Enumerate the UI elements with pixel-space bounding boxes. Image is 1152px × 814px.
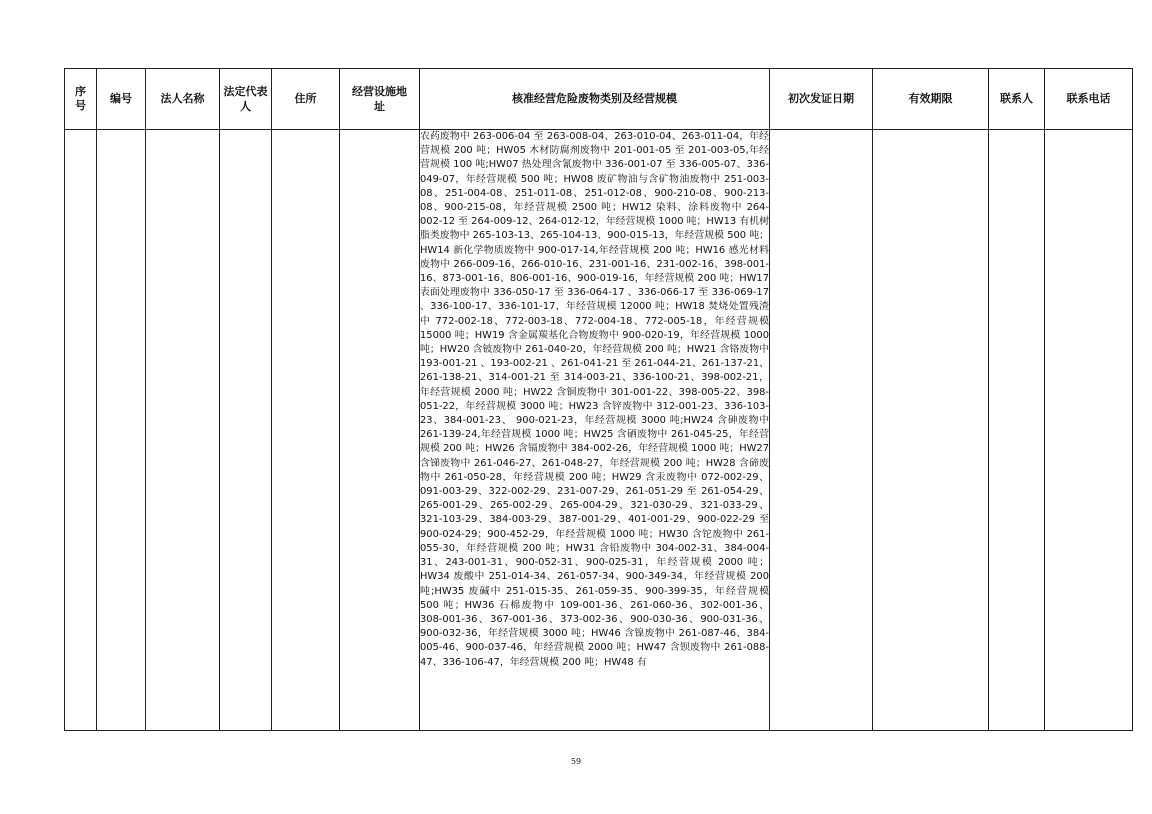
page-number: 59 <box>570 757 582 766</box>
cell-phone <box>1045 130 1133 731</box>
cell-scope-text: 农药废物中 263-006-04 至 263-008-04、263-010-04、263-011-04，年经营规模 200 吨；HW05 木材防腐剂废物中 201-001-05 至 201-003-05,年经营规模 100 吨;HW07 热处理含氰废物中 336-001-07 至 336-005-07、336-049-07，年经营规模 500 吨；HW08 废矿物油与含矿物油废物中 251-003-08、251-004-08、251-011-08、251-012-08、900-210-08、900-213-08、900-215-08，年经营规模 2500 吨；HW12 染料、涂料废物中 264-002-12 至 264-009-12、264-012-12，年经营规模 1000 吨；HW13 有机树脂类废物中 265-103-13、265-104-13、900-015-13，年经营规模 500 吨；HW14 新化学物质废物中 900-017-14,年经营规模 200 吨；HW16 感光材料废物中 266-009-16、266-010-16、231-001-16、231-002-16、398-001-16、873-001-16、806-001-16、900-019-16，年经营规模 200 吨；HW17 表面处理废物中 336-050-17 至 336-064-17 、336-066-17 至 336-069-17 、336-100-17、336-101-17，年经营规模 12000 吨；HW18 焚烧处置残渣中 772-002-18、772-003-18、772-004-18、772-005-18，年经营规模 15000 吨；HW19 含金属羰基化合物废物中 900-020-19，年经营规模 1000 吨；HW20 含铍废物中 261-040-20，年经营规模 200 吨；HW21 含铬废物中 193-001-21 、193-002-21 、261-041-21 至 261-044-21、261-137-21、261-138-21、314-001-21 至 314-003-21、336-100-21、398-002-21，年经营规模 2000 吨；HW22 含铜废物中 301-001-22、398-005-22、398-051-22，年经营规模 3000 吨；HW23 含锌废物中 312-001-23、336-103-23、384-001-23、 900-021-23，年经营规模 3000 吨;HW24 含砷废物中 261-139-24,年经营规模 1000 吨；HW25 含硒废物中 261-045-25，年经营规模 200 吨；HW26 含镉废物中 384-002-26，年经营规模 1000 吨；HW27 含锑废物中 261-046-27、261-048-27，年经营规模 200 吨；HW28 含碲废物中 261-050-28，年经营规模 200 吨；HW29 含汞废物中 072-002-29、091-003-29、322-002-29、231-007-29、261-051-29 至 261-054-29、265-001-29、265-002-29、265-004-29、321-030-29、321-033-29、321-103-29、384-003-29、387-001-29、401-001-29、900-022-29 至 900-024-29；900-452-29，年经营规模 1000 吨；HW30 含铊废物中 261-055-30，年经营规模 200 吨；HW31 含铅废物中 304-002-31、384-004-31、243-001-31、900-052-31、900-025-31，年经营规模 2000 吨；HW34 废酸中 251-014-34、261-057-34、900-349-34，年经营规模 200 吨;HW35 废碱中 251-015-35、261-059-35、900-399-35，年经营规模 500 吨；HW36 石棉废物中 109-001-36、261-060-36、302-001-36、308-001-36、367-001-36、373-002-36、900-030-36、900-031-36、900-032-36，年经营规模 3000 吨；HW46 含镍废物中 261-087-46、384-005-46、900-037-46，年经营规模 2000 吨；HW47 含钡废物中 261-088-47、336-106-47，年经营规模 200 吨；HW48 有 <box>420 130 770 731</box>
header-row <box>65 69 1133 130</box>
header-facility-address: 经营设施地址 <box>340 69 420 130</box>
header-contact: 联系人 <box>989 69 1045 130</box>
header-serial: 序号 <box>65 69 97 130</box>
header-legal-name: 法人名称 <box>146 69 220 130</box>
header-legal-rep: 法定代表人 <box>220 69 272 130</box>
cell-contact <box>989 130 1045 731</box>
license-table <box>64 68 1133 731</box>
cell-serial <box>65 130 97 731</box>
header-code: 编号 <box>97 69 146 130</box>
cell-legal-name <box>146 130 220 731</box>
cell-facility-address <box>340 130 420 731</box>
cell-legal-rep <box>220 130 272 731</box>
header-residence: 住所 <box>272 69 340 130</box>
cell-validity <box>873 130 989 731</box>
header-phone: 联系电话 <box>1045 69 1133 130</box>
header-validity: 有效期限 <box>873 69 989 130</box>
table-row <box>65 130 1133 731</box>
cell-residence <box>272 130 340 731</box>
cell-code <box>97 130 146 731</box>
cell-first-issue-date <box>770 130 873 731</box>
header-first-issue-date: 初次发证日期 <box>770 69 873 130</box>
header-scope: 核准经营危险废物类别及经营规模 <box>420 69 770 130</box>
